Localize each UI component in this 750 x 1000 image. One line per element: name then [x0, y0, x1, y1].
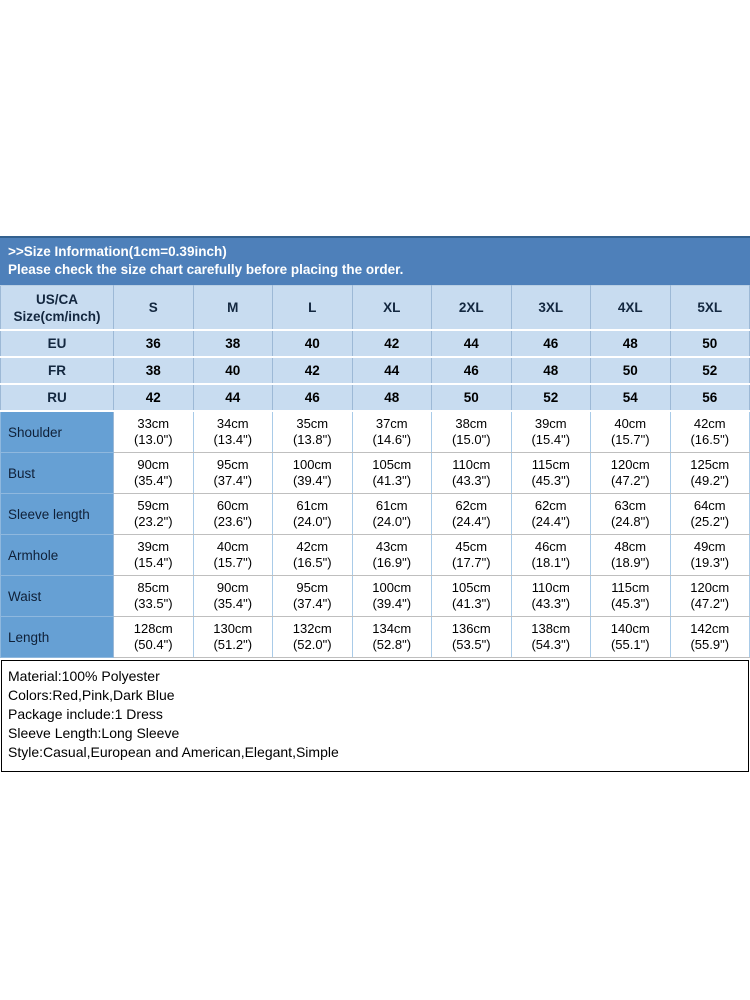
region-size-value: 56: [670, 384, 750, 411]
product-detail-line: Style:Casual,European and American,Elegant,Simple: [8, 744, 339, 760]
measurement-inch-value: (43.3"): [451, 473, 491, 488]
measurement-cm-value: 64cm: [693, 497, 726, 513]
measurement-cm-value: 40cm: [216, 538, 249, 554]
measurement-value-cell: [273, 453, 353, 494]
measurement-value-cell: [114, 576, 194, 617]
measurement-inch-value: (25.2"): [690, 514, 730, 529]
measurement-value-cell: [432, 494, 512, 535]
measurement-inch-value: (54.3"): [531, 637, 571, 652]
measurement-cm-value: 140cm: [610, 620, 650, 636]
region-size-value: 40: [193, 357, 273, 384]
region-row-label: RU: [1, 384, 114, 411]
measurement-inch-value: (18.1"): [531, 555, 571, 570]
product-detail-line: Package include:1 Dress: [8, 706, 163, 722]
measurement-inch-value: (47.2"): [690, 596, 730, 611]
measurement-value-cell: [352, 494, 432, 535]
measurement-inch-value: (24.0"): [372, 514, 412, 529]
measurement-inch-value: (45.3"): [610, 596, 650, 611]
region-size-value: 50: [432, 384, 512, 411]
measurement-inch-value: (16.5"): [292, 555, 332, 570]
measurement-inch-value: (15.0"): [451, 432, 491, 447]
measurement-cm-value: 46cm: [534, 538, 567, 554]
region-size-value: 46: [432, 357, 512, 384]
region-size-value: 42: [114, 384, 194, 411]
region-size-value: 40: [273, 330, 353, 357]
measurement-value-cell: [193, 411, 273, 453]
measurement-row-label: Shoulder: [1, 411, 114, 453]
measurement-row-label: Armhole: [1, 535, 114, 576]
measurement-cm-value: 42cm: [296, 538, 329, 554]
measurement-inch-value: (24.0"): [292, 514, 332, 529]
measurement-value-cell: [591, 494, 671, 535]
measurement-inch-value: (15.7"): [213, 555, 253, 570]
product-detail-line: Colors:Red,Pink,Dark Blue: [8, 687, 175, 703]
size-column-header: L: [273, 286, 353, 331]
measurement-inch-value: (18.9"): [610, 555, 650, 570]
measurement-value-cell: [114, 617, 194, 658]
measurement-cm-value: 39cm: [534, 415, 567, 431]
region-size-value: 42: [352, 330, 432, 357]
measurement-value-cell: [273, 494, 353, 535]
measurement-inch-value: (37.4"): [292, 596, 332, 611]
region-size-value: 42: [273, 357, 353, 384]
measurement-inch-value: (16.9"): [372, 555, 412, 570]
region-size-row: [1, 384, 750, 411]
measurement-row-label: Sleeve length: [1, 494, 114, 535]
measurement-cm-value: 100cm: [292, 456, 332, 472]
measurement-inch-value: (24.4"): [451, 514, 491, 529]
size-column-header: 2XL: [432, 286, 512, 331]
region-size-value: 48: [352, 384, 432, 411]
measurement-cm-value: 95cm: [216, 456, 249, 472]
measurement-value-cell: [511, 576, 591, 617]
measurement-inch-value: (17.7"): [451, 555, 491, 570]
region-size-value: 50: [670, 330, 750, 357]
size-column-header: 5XL: [670, 286, 750, 331]
measurement-cm-value: 62cm: [455, 497, 488, 513]
measurement-inch-value: (14.6"): [372, 432, 412, 447]
measurement-value-cell: [193, 617, 273, 658]
measurement-inch-value: (19.3"): [690, 555, 730, 570]
measurement-value-cell: [591, 617, 671, 658]
measurement-value-cell: [273, 617, 353, 658]
measurement-value-cell: [511, 453, 591, 494]
measurement-inch-value: (15.4"): [133, 555, 173, 570]
measurement-row: [1, 453, 750, 494]
measurement-value-cell: [511, 535, 591, 576]
measurement-row: [1, 617, 750, 658]
measurement-cm-value: 105cm: [372, 456, 412, 472]
measurement-inch-value: (15.7"): [610, 432, 650, 447]
measurement-cm-value: 37cm: [375, 415, 408, 431]
size-column-header: 3XL: [511, 286, 591, 331]
measurement-cm-value: 61cm: [375, 497, 408, 513]
measurement-value-cell: [511, 617, 591, 658]
measurement-cm-value: 120cm: [690, 579, 730, 595]
measurement-cm-value: 62cm: [534, 497, 567, 513]
measurement-value-cell: [432, 453, 512, 494]
measurement-cm-value: 95cm: [296, 579, 329, 595]
measurement-cm-value: 40cm: [614, 415, 647, 431]
measurement-value-cell: [591, 576, 671, 617]
size-column-header: M: [193, 286, 273, 331]
measurement-inch-value: (33.5"): [133, 596, 173, 611]
measurement-cm-value: 61cm: [296, 497, 329, 513]
measurement-row: [1, 411, 750, 453]
measurement-value-cell: [352, 411, 432, 453]
region-size-value: 54: [591, 384, 671, 411]
size-column-header: 4XL: [591, 286, 671, 331]
measurement-cm-value: 42cm: [693, 415, 726, 431]
region-size-value: 52: [511, 384, 591, 411]
measurement-value-cell: [352, 576, 432, 617]
measurement-cm-value: 105cm: [451, 579, 491, 595]
measurement-inch-value: (39.4"): [372, 596, 412, 611]
region-size-row: [1, 357, 750, 384]
region-row-label: FR: [1, 357, 114, 384]
measurement-value-cell: [511, 494, 591, 535]
measurement-inch-value: (52.0"): [292, 637, 332, 652]
measurement-value-cell: [432, 535, 512, 576]
measurement-value-cell: [591, 411, 671, 453]
measurement-value-cell: [193, 535, 273, 576]
measurement-value-cell: [352, 535, 432, 576]
measurement-inch-value: (43.3"): [531, 596, 571, 611]
measurement-inch-value: (24.8"): [610, 514, 650, 529]
measurement-value-cell: [193, 494, 273, 535]
measurement-row-label: Bust: [1, 453, 114, 494]
size-info-banner: [0, 236, 750, 285]
region-size-value: 52: [670, 357, 750, 384]
measurement-row: [1, 494, 750, 535]
size-column-header: XL: [352, 286, 432, 331]
region-size-value: 36: [114, 330, 194, 357]
size-table: [0, 285, 750, 658]
measurement-value-cell: [670, 576, 750, 617]
product-detail-line: Sleeve Length:Long Sleeve: [8, 725, 180, 741]
measurement-value-cell: [114, 494, 194, 535]
measurement-cm-value: 35cm: [296, 415, 329, 431]
measurement-cm-value: 63cm: [614, 497, 647, 513]
size-column-header: S: [114, 286, 194, 331]
size-chart-image: [0, 236, 750, 772]
measurement-value-cell: [114, 453, 194, 494]
measurement-cm-value: 45cm: [455, 538, 488, 554]
measurement-value-cell: [432, 617, 512, 658]
measurement-cm-value: 49cm: [693, 538, 726, 554]
measurement-value-cell: [591, 453, 671, 494]
measurement-cm-value: 90cm: [216, 579, 249, 595]
measurement-inch-value: (39.4"): [292, 473, 332, 488]
measurement-inch-value: (23.2"): [133, 514, 173, 529]
measurement-inch-value: (41.3"): [372, 473, 412, 488]
measurement-inch-value: (49.2"): [690, 473, 730, 488]
measurement-cm-value: 33cm: [137, 415, 170, 431]
banner-subtitle: Please check the size chart carefully before placing the order.: [8, 262, 404, 277]
measurement-inch-value: (24.4"): [531, 514, 571, 529]
measurement-value-cell: [591, 535, 671, 576]
region-size-value: 48: [511, 357, 591, 384]
measurement-cm-value: 134cm: [372, 620, 412, 636]
measurement-value-cell: [193, 576, 273, 617]
measurement-value-cell: [273, 411, 353, 453]
corner-header-line2: Size(cm/inch): [13, 308, 101, 324]
size-header-row: [1, 286, 750, 331]
measurement-inch-value: (53.5"): [451, 637, 491, 652]
product-details-box: [1, 660, 749, 772]
measurement-inch-value: (51.2"): [213, 637, 253, 652]
measurement-cm-value: 136cm: [451, 620, 491, 636]
measurement-value-cell: [352, 617, 432, 658]
measurement-inch-value: (37.4"): [213, 473, 253, 488]
region-size-row: [1, 330, 750, 357]
measurement-inch-value: (35.4"): [133, 473, 173, 488]
measurement-row-label: Length: [1, 617, 114, 658]
measurement-inch-value: (13.4"): [213, 432, 253, 447]
measurement-cm-value: 125cm: [690, 456, 730, 472]
measurement-cm-value: 130cm: [213, 620, 253, 636]
measurement-inch-value: (23.6"): [213, 514, 253, 529]
measurement-cm-value: 138cm: [531, 620, 571, 636]
measurement-inch-value: (41.3"): [451, 596, 491, 611]
measurement-cm-value: 43cm: [375, 538, 408, 554]
measurement-value-cell: [670, 617, 750, 658]
measurement-value-cell: [352, 453, 432, 494]
banner-title: >>Size Information(1cm=0.39inch): [8, 244, 227, 259]
measurement-inch-value: (16.5"): [690, 432, 730, 447]
measurement-inch-value: (55.9"): [690, 637, 730, 652]
measurement-inch-value: (52.8"): [372, 637, 412, 652]
measurement-inch-value: (13.8"): [292, 432, 332, 447]
measurement-cm-value: 38cm: [455, 415, 488, 431]
measurement-cm-value: 85cm: [137, 579, 170, 595]
corner-header-line1: US/CA: [35, 291, 78, 307]
measurement-cm-value: 132cm: [292, 620, 332, 636]
measurement-cm-value: 142cm: [690, 620, 730, 636]
corner-header-cell: [1, 286, 114, 331]
measurement-value-cell: [114, 535, 194, 576]
measurement-cm-value: 120cm: [610, 456, 650, 472]
measurement-value-cell: [432, 411, 512, 453]
measurement-value-cell: [670, 453, 750, 494]
product-detail-line: Material:100% Polyester: [8, 668, 160, 684]
measurement-cm-value: 110cm: [452, 456, 491, 472]
region-size-value: 46: [273, 384, 353, 411]
region-size-value: 50: [591, 357, 671, 384]
region-size-value: 44: [352, 357, 432, 384]
region-size-value: 44: [193, 384, 273, 411]
region-size-value: 38: [114, 357, 194, 384]
measurement-row-label: Waist: [1, 576, 114, 617]
region-size-value: 46: [511, 330, 591, 357]
measurement-cm-value: 60cm: [216, 497, 249, 513]
measurement-cm-value: 110cm: [531, 579, 570, 595]
measurement-value-cell: [193, 453, 273, 494]
measurement-cm-value: 34cm: [216, 415, 249, 431]
measurement-value-cell: [670, 411, 750, 453]
measurement-value-cell: [511, 411, 591, 453]
measurement-cm-value: 39cm: [137, 538, 170, 554]
measurement-value-cell: [670, 535, 750, 576]
measurement-inch-value: (55.1"): [610, 637, 650, 652]
measurement-value-cell: [273, 535, 353, 576]
measurement-row: [1, 535, 750, 576]
region-size-value: 38: [193, 330, 273, 357]
measurement-value-cell: [432, 576, 512, 617]
measurement-cm-value: 59cm: [137, 497, 170, 513]
measurement-cm-value: 115cm: [531, 456, 570, 472]
measurement-value-cell: [670, 494, 750, 535]
measurement-inch-value: (13.0"): [133, 432, 173, 447]
measurement-cm-value: 48cm: [614, 538, 647, 554]
measurement-cm-value: 100cm: [372, 579, 412, 595]
region-row-label: EU: [1, 330, 114, 357]
measurement-cm-value: 90cm: [137, 456, 170, 472]
measurement-inch-value: (35.4"): [213, 596, 253, 611]
measurement-inch-value: (50.4"): [133, 637, 173, 652]
measurement-inch-value: (45.3"): [531, 473, 571, 488]
measurement-inch-value: (47.2"): [610, 473, 650, 488]
measurement-value-cell: [273, 576, 353, 617]
measurement-cm-value: 128cm: [133, 620, 173, 636]
measurement-cm-value: 115cm: [611, 579, 650, 595]
measurement-inch-value: (15.4"): [531, 432, 571, 447]
region-size-value: 48: [591, 330, 671, 357]
region-size-value: 44: [432, 330, 512, 357]
measurement-row: [1, 576, 750, 617]
measurement-value-cell: [114, 411, 194, 453]
